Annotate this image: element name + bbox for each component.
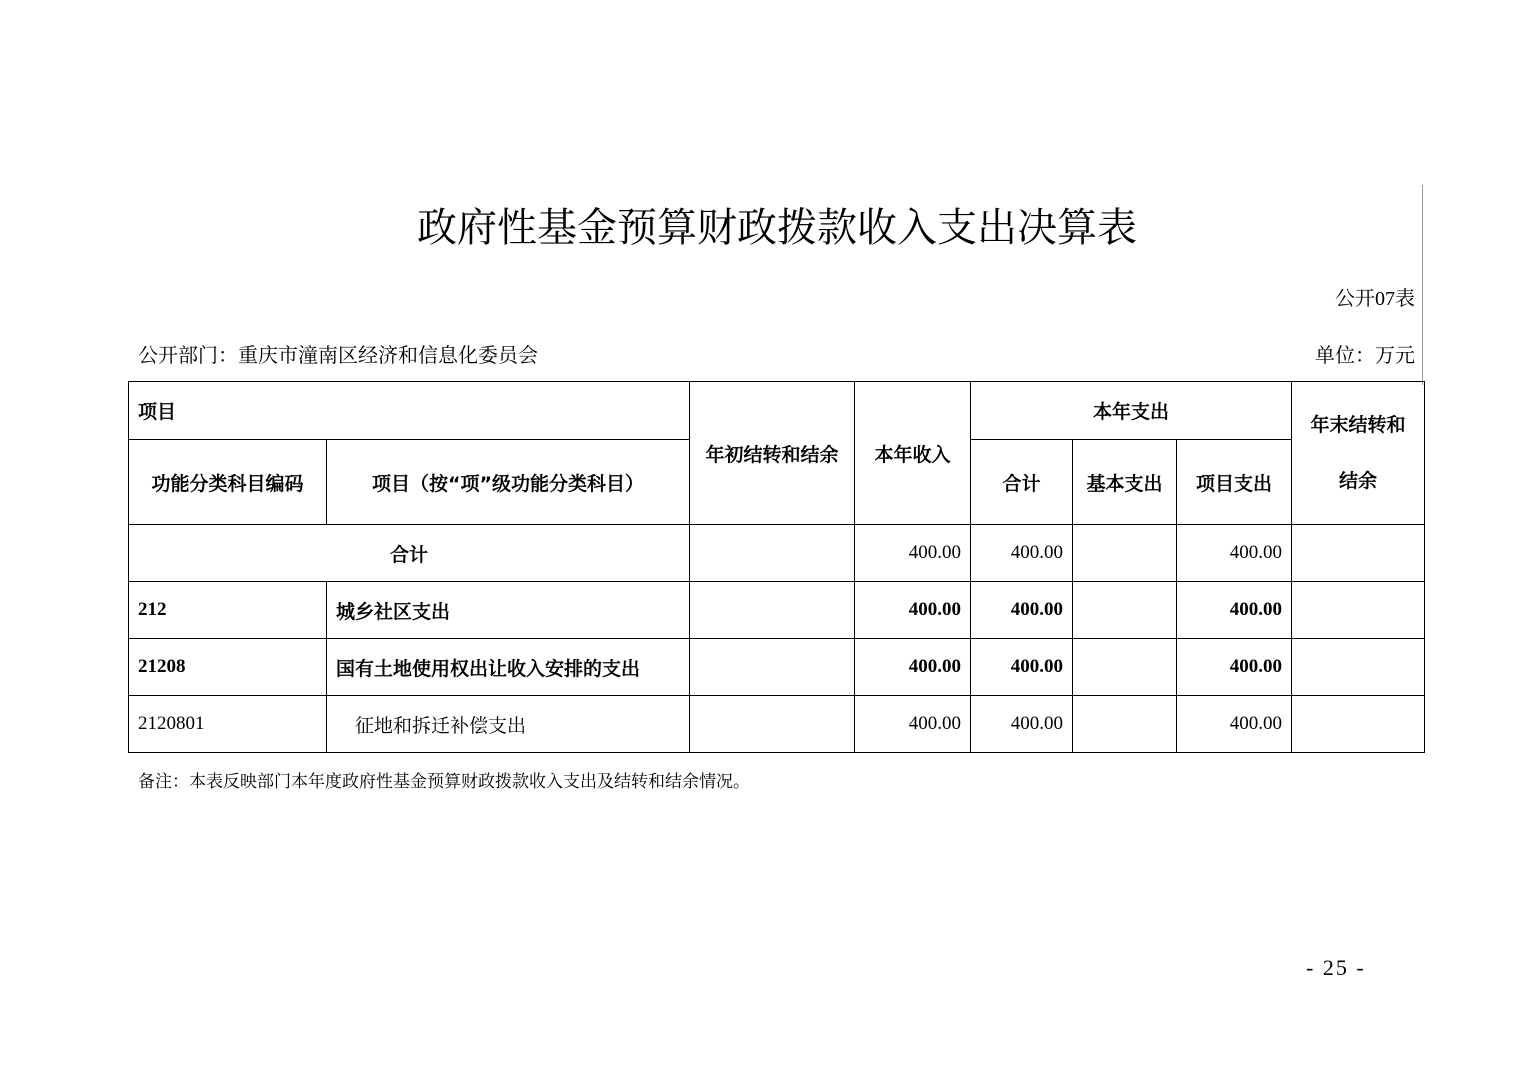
row-expense-total: 400.00 [971,639,1073,696]
row-code: 21208 [129,639,327,696]
total-end-balance [1292,525,1425,582]
table-row [129,696,1425,753]
row-expense-total: 400.00 [971,582,1073,639]
header-end-balance-line-2: 结余 [1338,470,1377,492]
table-row [129,639,1425,696]
header-expense-basic: 基本支出 [1073,440,1177,525]
row-name: 城乡社区支出 [327,582,690,639]
row-expense-basic [1073,582,1177,639]
total-income: 400.00 [855,525,971,582]
unit-label: 单位：万元 [1315,343,1415,367]
row-begin-balance [690,696,855,753]
row-expense-project: 400.00 [1177,582,1292,639]
table-row-total [129,525,1425,582]
row-expense-project: 400.00 [1177,639,1292,696]
header-income: 本年收入 [855,382,971,525]
row-begin-balance [690,582,855,639]
row-income: 400.00 [855,639,971,696]
row-income: 400.00 [855,696,971,753]
header-end-balance-line-1: 年末结转和 [1310,414,1406,436]
row-expense-basic [1073,639,1177,696]
header-item-group: 项目 [129,382,690,440]
row-end-balance [1292,696,1425,753]
page-number: - 25 - [1306,955,1366,980]
row-code: 2120801 [129,696,327,753]
row-end-balance [1292,582,1425,639]
total-label: 合计 [129,525,690,582]
header-code: 功能分类科目编码 [129,440,327,525]
table-row [129,582,1425,639]
row-income: 400.00 [855,582,971,639]
total-expense-total: 400.00 [971,525,1073,582]
header-end-balance [1292,382,1425,525]
row-name: 征地和拆迁补偿支出 [327,696,690,753]
total-expense-project: 400.00 [1177,525,1292,582]
row-expense-basic [1073,696,1177,753]
department-label: 公开部门：重庆市潼南区经济和信息化委员会 [138,343,538,367]
table-note: 备注：本表反映部门本年度政府性基金预算财政拨款收入支出及结转和结余情况。 [138,772,750,792]
total-begin-balance [690,525,855,582]
header-begin-balance: 年初结转和结余 [690,382,855,525]
header-expense-group: 本年支出 [971,382,1292,440]
header-expense-total: 合计 [971,440,1073,525]
total-expense-basic [1073,525,1177,582]
row-expense-total: 400.00 [971,696,1073,753]
row-code: 212 [129,582,327,639]
header-item-name: 项目（按“项”级功能分类科目） [327,440,690,525]
form-number: 公开07表 [1335,288,1415,310]
page-title: 政府性基金预算财政拨款收入支出决算表 [417,205,1137,251]
row-expense-project: 400.00 [1177,696,1292,753]
row-end-balance [1292,639,1425,696]
row-begin-balance [690,639,855,696]
row-name: 国有土地使用权出让收入安排的支出 [327,639,690,696]
header-expense-project: 项目支出 [1177,440,1292,525]
budget-table [128,381,1425,753]
